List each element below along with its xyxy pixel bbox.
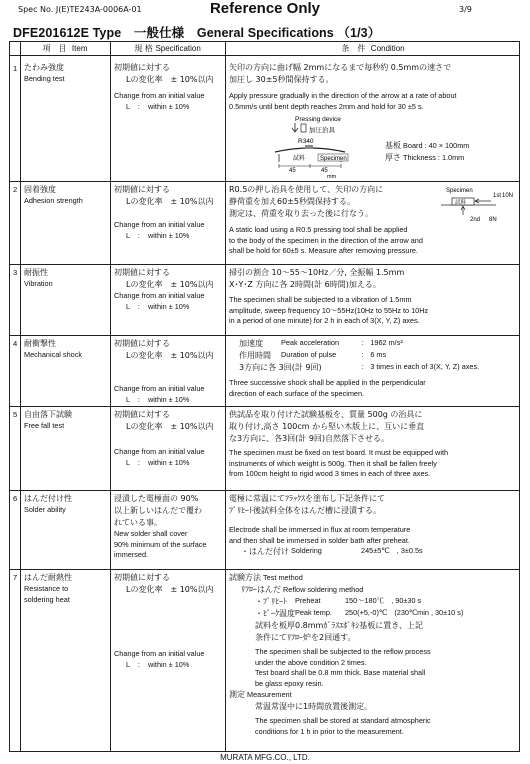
row-number: 3	[13, 268, 18, 277]
col-divider	[225, 42, 226, 751]
header-condition: 条 件 Condition	[341, 44, 405, 53]
row-divider	[10, 569, 519, 570]
force1-label: 10N	[502, 193, 514, 199]
spec-number: Spec No. J(E)TE243A-0006A-01	[18, 5, 142, 14]
item-name: 自由落下試験 Free fall test	[24, 410, 72, 430]
unit-label: mm	[327, 174, 337, 178]
header-item: 項 目 Item	[42, 44, 88, 53]
arrow-left-icon	[475, 199, 491, 203]
force2-label: 8N	[489, 217, 497, 223]
spec-text: 浸漬した電極面の 90% 以上新しいはんだで覆わ れている事。 New solder shall cover 90% minimum of the surface immersed.	[114, 494, 207, 560]
condition-text: Three successive shock shall be applied in the perpendicular direction of each surface of the specimen.	[229, 378, 426, 398]
bending-test-diagram	[265, 114, 405, 178]
item-name: 固着強度 Adhesion strength	[24, 185, 83, 205]
row-divider	[10, 490, 519, 491]
col-divider	[20, 42, 21, 751]
condition-text: 矢印の方向に曲げ幅 2mmになるまで毎秒約 0.5mmの速さで 加圧し 30±5秒間保持する。 Apply pressure gradually in the direction of the arrow at a rate of about 0.5mm/s until bent depth reaches 2mm and hold for 30 ±5 s.	[229, 63, 457, 111]
board-info: 基板 Board : 40 × 100mm 厚さ Thickness : 1.0mm	[385, 141, 470, 162]
radius-label: R340	[298, 138, 314, 145]
jig-label: 加圧治具	[309, 126, 335, 134]
arrow-up-icon	[461, 206, 465, 215]
header-spec: 規 格 Specification	[134, 44, 201, 53]
first-label: 1st	[493, 193, 502, 199]
condition-text: 試験方法 Test method ﾘﾌﾛｰはんだ Reflow soldering method ・ﾌﾟﾘﾋｰﾄ Preheat 150～180℃ , 90±30 s ・ﾋﾟｰｸ温度 Peak temp. 250(+5,-0)℃ (230℃min , 30±10 s) 試料を板厚0.8mmｶﾞﾗｽｴﾎﾟｷｼ基板に置き、上記 条件にてﾘﾌﾛｰ炉を2回通す。 The specimen shall be subjected to the reflow process under the above condition 2 times. Test board shall be 0.8 mm thick. Base material shall be glass epoxy resin. 測定 Measurement 常温常湿中に1時間放置後測定。 The specimen shall be stored at standard atmospheric conditions for 1 h in prior to the measurement.	[229, 573, 464, 736]
row-divider	[10, 55, 519, 56]
second-label: 2nd	[470, 217, 481, 223]
adhesion-test-diagram	[436, 185, 518, 225]
row-divider	[10, 335, 519, 336]
span-right-label: 45	[321, 168, 328, 174]
span-left-label: 45	[289, 168, 296, 174]
item-name: たわみ強度 Bending test	[24, 63, 65, 83]
spec-text: 初期値に対する Lの変化率 ± 10%以内 Change from an initial value L ： within ± 10%	[114, 573, 214, 669]
item-name: 耐衝撃性 Mechanical shock	[24, 339, 82, 359]
condition-text: 掃引の割合 10～55～10Hz／分, 全振幅 1.5mm X･Y･Z 方向に各 2時間(計 6時間)加える。 The specimen shall be subjected to a vibration of 1.5mm amplitude, sweep frequency 10～55Hz(10Hz to 55Hz to 10Hz in a period of one minute) for 2 h in each of 3(X, Y, Z) axes.	[229, 268, 429, 326]
arrow-down-icon	[292, 123, 298, 132]
pressing-device-label: Pressing device	[295, 116, 341, 123]
row-number: 7	[13, 573, 18, 582]
condition-text: R0.5の押し治具を使用して、矢印の方向に 静荷重を加え60±5秒間保持する。 測定は、荷重を取り去った後に行なう。 A static load using a R0.5 pressing tool shall be applied to the body of the specimen in the direction of the arrow and shall be hold for 60±5 s. Measure after removing pressure.	[229, 185, 423, 256]
page-heading: Reference Only	[209, 0, 321, 17]
row-number: 2	[13, 185, 18, 194]
condition-text: 供試品を取り付けた試験基板を、質量 500g の治具に 取り付け,高さ 100cm から堅い木版上に、互いに垂直 な3方向に、各3回(計 9回)自然落下させる。 The specimen must be fixed on test board. It must be equipped with instruments of which weight is 500g. Then it shall be fallen freely from 100cm height to rigid wood 3 times in each of three axes.	[229, 410, 449, 479]
row-number: 6	[13, 494, 18, 503]
shikiryo-label: 試料	[455, 200, 467, 206]
item-name: はんだ付け性 Solder ability	[24, 494, 72, 514]
item-name: はんだ耐熱性 Resistance to soldering heat	[24, 573, 72, 604]
pressing-jig-shape	[301, 124, 306, 132]
footer-company: MURATA MFG.CO., LTD.	[220, 753, 310, 762]
document-title: DFE201612E Type 一般仕様 General Specifications （1/3）	[13, 26, 381, 40]
row-number: 4	[13, 339, 18, 348]
row-divider	[10, 264, 519, 265]
row-number: 5	[13, 410, 18, 419]
col-divider	[110, 42, 111, 751]
specimen-jp-label: 試料	[293, 155, 306, 162]
shock-conditions: 加速度 Peak acceleration ： 1962 m/s² 作用時間 Duration of pulse ： 6 ms 3方向に各 3回(計 9回) ： 3 times in each of 3(X, Y, Z) axes.	[239, 338, 480, 372]
spec-text: 初期値に対する Lの変化率 ± 10%以内 Change from an initial value L ： within ± 10%	[114, 63, 214, 111]
specimen-shape	[305, 145, 313, 149]
spec-text: 初期値に対する Lの変化率 ± 10%以内 Change from an initial value L ： within ± 10%	[114, 268, 214, 311]
row-divider	[10, 406, 519, 407]
specimen-label: Specimen	[446, 188, 473, 194]
spec-text: 初期値に対する Lの変化率 ± 10%以内 Change from an initial value L ： within ± 10%	[114, 339, 214, 404]
spec-text: 初期値に対する Lの変化率 ± 10%以内 Change from an initial value L ： within ± 10%	[114, 410, 214, 467]
row-number: 1	[13, 64, 18, 73]
specimen-en-label: Specimen	[320, 156, 347, 162]
row-divider	[10, 181, 519, 182]
page-number: 3/9	[459, 5, 472, 14]
condition-text: 電極に常温にてﾌﾗｯｸｽを塗布し下記条件にて ﾌﾟﾘﾋｰﾄ後試料全体をはんだ槽に浸漬する。 Electrode shall be immersed in flux at room temperature and then shall be immersed in solder bath after preheat. ・はんだ付け Soldering 245±5℃ , 3±0.5s	[229, 494, 423, 557]
item-name: 耐振性 Vibration	[24, 268, 53, 288]
spec-text: 初期値に対する Lの変化率 ± 10%以内 Change from an initial value L ： within ± 10%	[114, 185, 214, 240]
spec-table	[9, 41, 520, 752]
